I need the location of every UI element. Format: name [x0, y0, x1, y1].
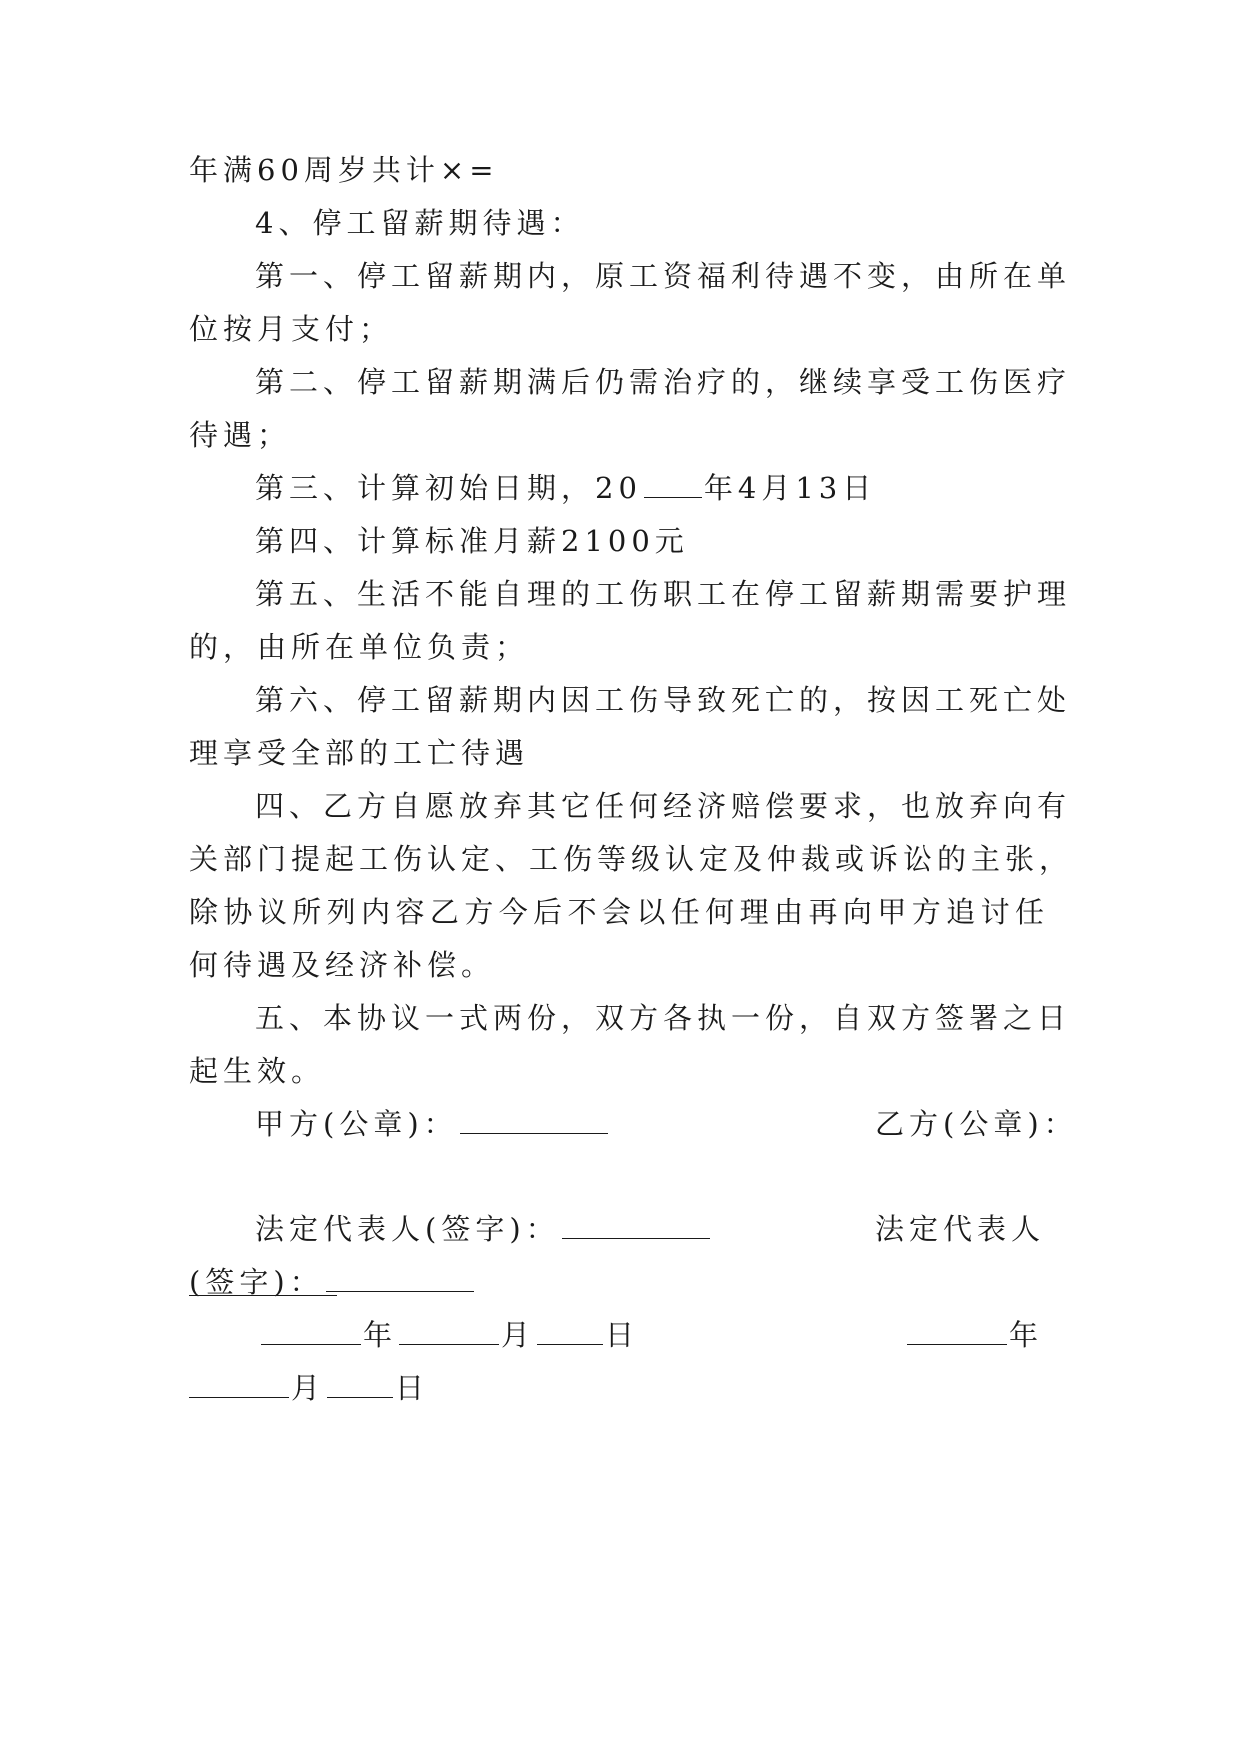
paragraph-line: 四、乙方自愿放弃其它任何经济赔偿要求，也放弃向有 — [255, 789, 1072, 823]
paragraph-line: 第六、停工留薪期内因工伤导致死亡的，按因工死亡处 — [255, 683, 1072, 717]
date-a-day-blank[interactable] — [537, 1318, 603, 1345]
paragraph-line: 关部门提起工伤认定、工伤等级认定及仲裁或诉讼的主张， — [189, 842, 1074, 876]
start-date-prefix: 第三、计算初始日期，20 — [255, 471, 642, 505]
paragraph-line: 除协议所列内容乙方今后不会以任何理由再向甲方追讨任 — [189, 895, 1049, 929]
paragraph-line: 起生效。 — [189, 1054, 326, 1088]
paragraph-line: 何待遇及经济补偿。 — [189, 948, 496, 982]
rep-b-line — [189, 1262, 1049, 1302]
start-date-suffix: 年4月13日 — [703, 471, 877, 505]
start-date-line — [255, 468, 1055, 508]
date-a-year-blank[interactable] — [261, 1318, 361, 1345]
date-a-month-label: 月 — [501, 1318, 536, 1352]
party-a-seal-blank[interactable] — [460, 1107, 608, 1134]
date-b-month-label: 月 — [291, 1371, 326, 1405]
paragraph-line: 五、本协议一式两份，双方各执一份，自双方签署之日 — [255, 1001, 1072, 1035]
paragraph-line: 第五、生活不能自理的工伤职工在停工留薪期需要护理 — [255, 577, 1072, 611]
date-b-day-blank[interactable] — [327, 1371, 393, 1398]
paragraph-line: 第一、停工留薪期内，原工资福利待遇不变，由所在单 — [255, 259, 1072, 293]
party-b-label: 乙方(公章)： — [875, 1107, 1078, 1141]
rep-a-label: 法定代表人(签字)： — [255, 1212, 560, 1246]
paragraph-line: 第四、计算标准月薪2100元 — [255, 524, 689, 558]
rep-a-sign-blank[interactable] — [562, 1212, 710, 1239]
date-a-month-blank[interactable] — [399, 1318, 499, 1345]
paragraph-line: 位按月支付； — [189, 312, 394, 346]
date-b-month-blank[interactable] — [189, 1371, 289, 1398]
date-b-line — [189, 1368, 1049, 1408]
paragraph-line: 待遇； — [189, 418, 292, 452]
paragraph-line: 的，由所在单位负责； — [189, 630, 530, 664]
date-b-year-label: 年 — [1009, 1318, 1044, 1352]
paragraph-line: 年满60周岁共计×= — [189, 153, 499, 187]
date-a-year-label: 年 — [363, 1318, 398, 1352]
paragraph-line: 理享受全部的工亡待遇 — [189, 736, 530, 770]
party-a-label: 甲方(公章)： — [255, 1107, 458, 1141]
rep-b-label: 法定代表人 — [875, 1212, 1046, 1246]
section-heading: 4、停工留薪期待遇： — [255, 206, 585, 240]
date-b-day-label: 日 — [395, 1371, 430, 1405]
paragraph-line: 第二、停工留薪期满后仍需治疗的，继续享受工伤医疗 — [255, 365, 1072, 399]
date-a-day-label: 日 — [605, 1318, 640, 1352]
year-blank[interactable] — [644, 471, 702, 498]
rep-b-sign-blank[interactable] — [326, 1265, 474, 1292]
rep-b-label-cont: (签字)： — [189, 1265, 324, 1299]
date-b-year — [905, 1315, 1055, 1355]
date-b-year-blank[interactable] — [907, 1318, 1007, 1345]
